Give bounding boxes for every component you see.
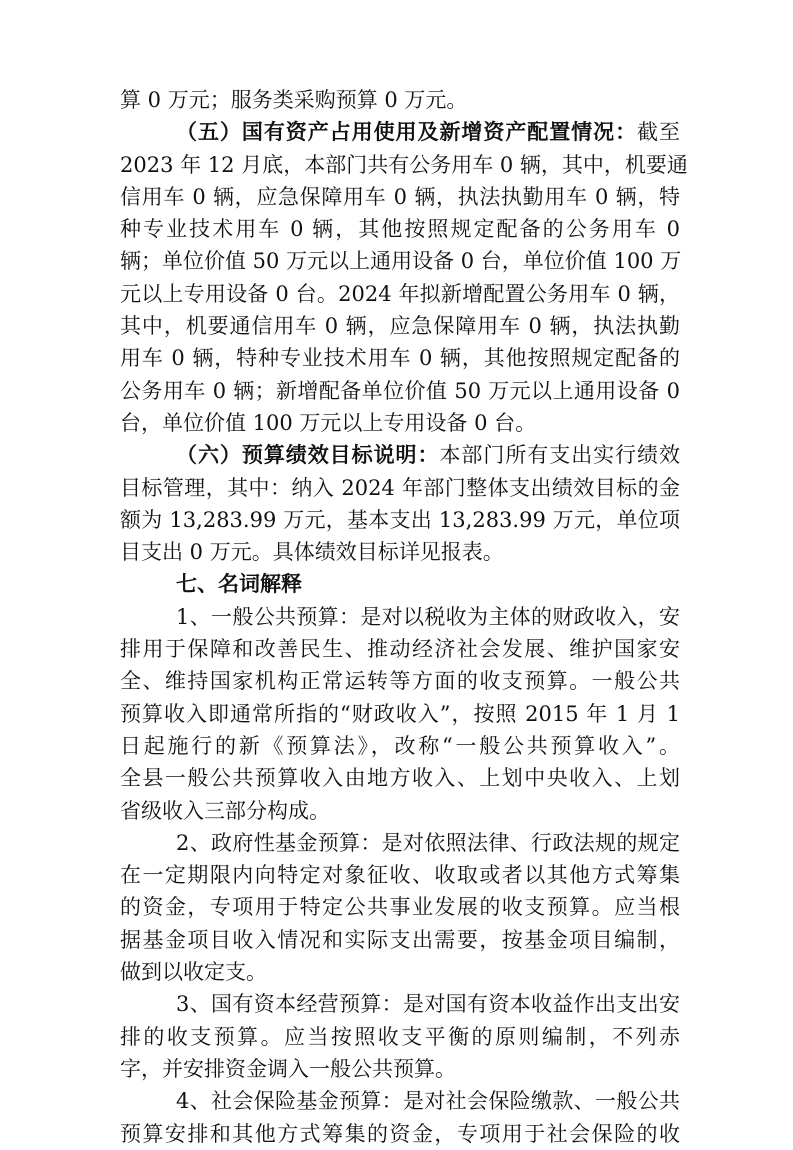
document-body <box>120 84 688 1150</box>
text-line <box>120 375 680 407</box>
text-line <box>120 1085 680 1117</box>
line-text: 4、社会保险基金预算：是对社会保险缴款、一般公共 <box>176 1089 680 1114</box>
text-line <box>120 988 680 1020</box>
line-text: 排的收支预算。应当按照收支平衡的原则编制，不列赤 <box>120 1024 680 1049</box>
line-text: 日起施行的新《预算法》，改称“一般公共预算收入”。 <box>120 733 680 758</box>
line-text: 本部门所有支出实行绩效 <box>439 443 681 468</box>
text-line <box>120 601 680 633</box>
text-line <box>120 891 680 923</box>
line-text: 台，单位价值 100 万元以上专用设备 0 台。 <box>120 410 537 435</box>
text-line <box>120 407 680 439</box>
line-text: 2023 年 12 月底，本部门共有公务用车 0 辆，其中，机要通 <box>120 152 688 177</box>
section-heading: 七、名词解释 <box>176 571 302 597</box>
line-text: 信用车 0 辆，应急保障用车 0 辆，执法执勤用车 0 辆，特 <box>120 184 680 209</box>
text-line <box>120 698 680 730</box>
text-line <box>120 84 680 116</box>
text-line <box>120 1053 680 1085</box>
line-text: 额为 13,283.99 万元，基本支出 13,283.99 万元，单位项 <box>120 507 680 532</box>
text-line <box>120 762 680 794</box>
line-text: 全县一般公共预算收入由地方收入、上划中央收入、上划 <box>120 766 680 791</box>
text-line <box>120 795 680 827</box>
text-line <box>120 181 680 213</box>
text-line <box>120 1021 680 1053</box>
section-heading: （五）国有资产占用使用及新增资产配置情况： <box>176 119 638 145</box>
text-line <box>120 439 680 471</box>
text-line <box>120 956 680 988</box>
line-text: 排用于保障和改善民生、推动经济社会发展、维护国家安 <box>120 637 680 662</box>
line-text: 1、一般公共预算：是对以税收为主体的财政收入，安 <box>176 604 680 629</box>
text-line <box>120 633 680 665</box>
text-line <box>120 665 680 697</box>
section-heading: （六）预算绩效目标说明： <box>176 442 440 468</box>
line-text: 元以上专用设备 0 台。2024 年拟新增配置公务用车 0 辆， <box>120 281 680 306</box>
line-text: 在一定期限内向特定对象征收、收取或者以其他方式筹集 <box>120 863 680 888</box>
line-text: 据基金项目收入情况和实际支出需要，按基金项目编制， <box>120 927 680 952</box>
line-text: 公务用车 0 辆；新增配备单位价值 50 万元以上通用设备 0 <box>120 378 680 403</box>
line-text: 预算收入即通常所指的“财政收入”，按照 2015 年 1 月 1 <box>120 701 680 726</box>
line-text: 目支出 0 万元。具体绩效目标详见报表。 <box>120 540 504 565</box>
text-line <box>120 536 680 568</box>
line-text: 算 0 万元；服务类采购预算 0 万元。 <box>120 88 468 112</box>
text-line <box>120 278 680 310</box>
text-line <box>120 472 680 504</box>
text-line <box>120 310 680 342</box>
line-text: 全、维持国家机构正常运转等方面的收支预算。一般公共 <box>120 669 680 694</box>
text-line <box>120 859 680 891</box>
line-text: 截至 <box>637 120 681 145</box>
text-line <box>120 116 680 148</box>
text-line <box>120 504 680 536</box>
text-line <box>120 245 680 277</box>
line-text: 字，并安排资金调入一般公共预算。 <box>120 1056 456 1081</box>
text-line <box>120 213 680 245</box>
line-text: 其中，机要通信用车 0 辆，应急保障用车 0 辆，执法执勤 <box>120 314 680 339</box>
line-text: 做到以收定支。 <box>120 960 267 985</box>
text-line <box>120 924 680 956</box>
line-text: 3、国有资本经营预算：是对国有资本收益作出支出安 <box>176 992 680 1017</box>
text-line <box>120 730 680 762</box>
text-line <box>120 342 680 374</box>
line-text: 种专业技术用车 0 辆，其他按照规定配备的公务用车 0 <box>120 217 680 242</box>
line-text: 用车 0 辆，特种专业技术用车 0 辆，其他按照规定配备的 <box>120 346 680 371</box>
text-line <box>120 1118 680 1150</box>
line-text: 2、政府性基金预算：是对依照法律、行政法规的规定 <box>176 830 680 855</box>
line-text: 的资金，专项用于特定公共事业发展的收支预算。应当根 <box>120 895 680 920</box>
line-text: 省级收入三部分构成。 <box>120 798 330 823</box>
line-text: 目标管理，其中：纳入 2024 年部门整体支出绩效目标的金 <box>120 475 680 500</box>
text-line <box>120 568 680 600</box>
line-text: 预算安排和其他方式筹集的资金，专项用于社会保险的收 <box>120 1121 680 1146</box>
text-line <box>120 149 688 181</box>
text-line <box>120 827 680 859</box>
line-text: 辆；单位价值 50 万元以上通用设备 0 台，单位价值 100 万 <box>120 249 682 274</box>
